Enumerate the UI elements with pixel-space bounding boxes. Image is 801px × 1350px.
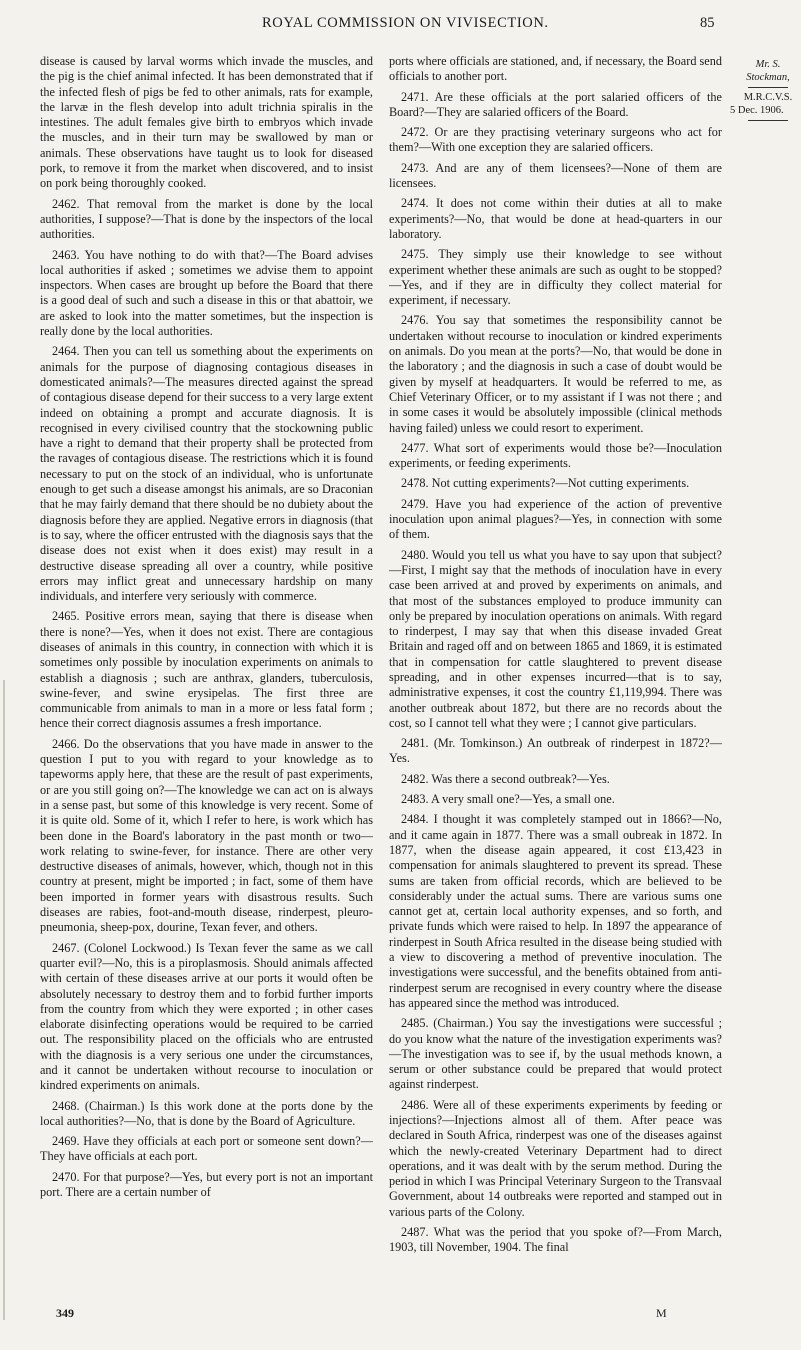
paragraph: 2464. Then you can tell us something about the experiments on animals for the purpose of diagnosing contagious diseases in domesticated animals?—The measures directed against the spread of contagious disease depend for their success to a very large extent indeed on obtaining a prompt and accurate diagnosis. It is recognised in every civilised country that the stockowning public have a right to demand that their property shall be protected from the ravages of contagious disease. The restrictions which it is found necessary to put on the stock of an individual, who is unfortunate enough to get such a disease amongst his animals, are so Draconian that he may fairly demand that there should be no dubiety about the diagnosis before they are applied. Negative errors in diagnosis (that is to say, where the officer entrusted with the diagnosis says that the disease does not exist when it does exist) may result in a destructive disease spreading all over a country, while positive errors may inflict great and unnecessary hardship on many individuals, and interfere very seriously with commerce. bbox=[40, 344, 373, 604]
paragraph: 2479. Have you had experience of the action of preventive inoculation upon animal plagues?—Yes, in connection with some of them. bbox=[389, 496, 722, 542]
paragraph: 2467. (Colonel Lockwood.) Is Texan fever the same as we call quarter evil?—No, this is a piroplasmosis. Should animals affected with certain of these diseases arrive at our ports it would often be absolutely necessary to destroy them and to forbid further imports from the country from which they were exported ; in other cases elaborate disinfecting operations would be required to be carried out. The responsibility placed on the officials who are entrusted with the diagnosis is a very serious one under the circumstances, and it cannot be undertaken without recourse to inoculation or kindred experiments on animals. bbox=[40, 940, 373, 1093]
sheet-letter: M bbox=[656, 1306, 667, 1320]
paragraph: 2472. Or are they practising veterinary surgeons who act for them?—With one exception they are salaried officers. bbox=[389, 125, 722, 155]
paragraph: 2477. What sort of experiments would those be?—Inoculation experiments, or feeding experiments. bbox=[389, 440, 722, 471]
paragraph: 2471. Are these officials at the port salaried officers of the Board?—They are salaried officers of the Board. bbox=[389, 89, 722, 119]
margin-rule bbox=[748, 87, 788, 88]
witness-degree: M.R.C.V.S. bbox=[743, 92, 793, 103]
paragraph: 2469. Have they officials at each port or someone sent down?—They have officials at each port. bbox=[40, 1134, 373, 1164]
paragraph: 2486. Were all of these experiments experiments by feeding or injections?—Injections almost all of them. After peace was declared in South Africa, rinderpest was one of the diseases against which the newly-created Veterinary Department had to direct operations, and it was dealt with by the serum method. During the period in which I was Principal Veterinary Surgeon to the Transvaal Government, about 14 outbreaks were reported and stamped out in various parts of the Colony. bbox=[389, 1097, 722, 1219]
paragraph: 2466. Do the observations that you have made in answer to the question I put to you with regard to your knowledge as to tapeworms apply here, that these are the result of past experiments, or are you still going on?—The knowledge we can act on is always in a sense past, but some of this knowledge is very recent. Some of it is quite old. Some of it, which I refer to here, is work which has been done in the Board's laboratory in the past month or two—work relating to swine-fever, for instance. There are other very destructive diseases of animals, however, which, though not in this country at present, might be imported ; in fact, some of them have been imported in former years with disastrous results. Such diseases are rabies, foot-and-mouth disease, rinderpest, pleuro-pneumonia, sheep-pox, dourine, Texan fever, and others. bbox=[40, 736, 373, 935]
margin-witness-note bbox=[730, 58, 799, 124]
paragraph: 2481. (Mr. Tomkinson.) An outbreak of rinderpest in 1872?—Yes. bbox=[389, 736, 722, 766]
paragraph: 2483. A very small one?—Yes, a small one. bbox=[401, 792, 615, 807]
running-head: ROYAL COMMISSION ON VIVISECTION. bbox=[262, 15, 549, 31]
paragraph: 2474. It does not come within their duties at all to make experiments?—No, that would be done at head-quarters in our laboratory. bbox=[389, 196, 722, 241]
margin-rule bbox=[748, 120, 788, 121]
paragraph: 2484. I thought it was completely stamped out in 1866?—No, and it came again in 1877. There was a small oubreak in 1872. In 1877, when the disease again appeared, it cost £13,423 in compensation for animals slaughtered to prevent its spread. These sums are taken from official records, which are believed to be considerably under the actual sums. There are various sums one cannot get at, certain local authority expenses, and so forth, and private funds which were raised to help. In 1897 the appearance of rinderpest in South Africa resulted in the disease being studied with a view to discovering a method of preventive inoculation. The investigations were successful, and the benefits obtained from anti-rinderpest serum are recognised in every country where the disease has appeared since the method was introduced. bbox=[389, 812, 722, 1010]
paragraph: 2463. You have nothing to do with that?—The Board advises local authorities if asked ; sometimes we advise them to appoint inspectors. When cases are brought up before the Board that there is a good deal of such and such a disease in this or that abattoir, we are asked to look into the matter sometimes, but the inspection is really done by the local authorities. bbox=[40, 247, 373, 339]
paragraph: 2470. For that purpose?—Yes, but every port is not an important port. There are a certain number of bbox=[40, 1169, 373, 1200]
witness-name-line1: Mr. S. bbox=[755, 59, 781, 70]
witness-date: 5 Dec. 1906. bbox=[730, 105, 784, 116]
paragraph: 2468. (Chairman.) Is this work done at the ports done by the local authorities?—No, that is done by the Board of Agriculture. bbox=[40, 1098, 373, 1128]
paragraph: 2485. (Chairman.) You say the investigations were successful ; do you know what the nature of the investigation experiments was?—The investigation was to see if, by the usual methods known, a serum or other substance could be prepared that would protect against rinderpest. bbox=[389, 1016, 722, 1092]
witness-name-line2: Stockman, bbox=[746, 72, 790, 83]
paragraph: 2480. Would you tell us what you have to say upon that subject?—First, I might say that the methods of inoculation have in every case been arrived at and proved by experiments on animals, and that most of the substances employed to produce immunity can only be prepared by inoculation operations on animals. With regard to rinderpest, I may say that when this disease invaded Great Britain and raged off and on between 1865 and 1869, it is estimated that in compensation for cattle slaughtered to prevent disease spreading, and in other expenses incurred—that is to say, administrative expenses, it cost the country £1,119,994. There was another outbreak about 1872, but there are no records about the cost, so I cannot tell what they were ; I cannot give particulars. bbox=[389, 547, 722, 730]
paragraph: 2465. Positive errors mean, saying that there is disease when there is none?—Yes, when it does not exist. There are contagious diseases of animals in this country, in connection with which it is sometimes only possible by inoculation experiments on animals to establish a diagnosis ; such are anthrax, glanders, tuberculosis, swine-fever, and swine erysipelas. The first three are communicable from animals to man in a more or less fatal form ; hence their correct diagnosis assumes a fresh importance. bbox=[40, 609, 373, 731]
paragraph: 2476. You say that sometimes the responsibility cannot be undertaken without recourse to inoculation or kindred experiments on animals. Do you mean at the ports?—No, that would be done in the laboratory ; and the diagnosis in such a case of doubt would be given by myself at headquarters. It would be referred to me, as Chief Veterinary Officer, or to my assistant if I was not there ; and in some cases it would be absolutely impossible (clinical methods having failed) unless we could resort to experiment. bbox=[389, 313, 722, 435]
paragraph: 2478. Not cutting experiments?—Not cutting experiments. bbox=[401, 476, 690, 491]
right-column bbox=[389, 54, 722, 1261]
paragraph: 2473. And are any of them licensees?—None of them are licensees. bbox=[389, 160, 722, 191]
paragraph: 2482. Was there a second outbreak?—Yes. bbox=[401, 771, 610, 786]
paragraph: disease is caused by larval worms which invade the muscles, and the pig is the chief animal infected. It has been demonstrated that if the infected flesh of pigs be fed to other animals, rats for example, the larvæ in the flesh develop into adult trichnia spiralis in the intestines. The adult females give birth to embryos which invade the muscles, and in their turn may be swallowed by man or animals. These observations have taught us to look for diseased pork, to remove it from the market when discovered, and to insist on pork being thoroughly cooked. bbox=[40, 54, 373, 191]
paragraph: ports where officials are stationed, and, if necessary, the Board send officials to another port. bbox=[389, 54, 722, 84]
left-column bbox=[40, 54, 373, 1205]
paragraph: 2487. What was the period that you spoke of?—From March, 1903, till November, 1904. The final bbox=[389, 1225, 722, 1255]
paragraph: 2462. That removal from the market is done by the local authorities, I suppose?—That is done by the inspectors of the local authorities. bbox=[40, 196, 373, 242]
paragraph: 2475. They simply use their knowledge to see without experiment whether these animals are such as ought to be stopped?—Yes, and if they are in difficulty they collect material for experiment, if necessary. bbox=[389, 247, 722, 308]
binding-edge-rule bbox=[3, 680, 5, 1320]
signature-number: 349 bbox=[56, 1306, 74, 1320]
page-number: 85 bbox=[700, 15, 715, 31]
